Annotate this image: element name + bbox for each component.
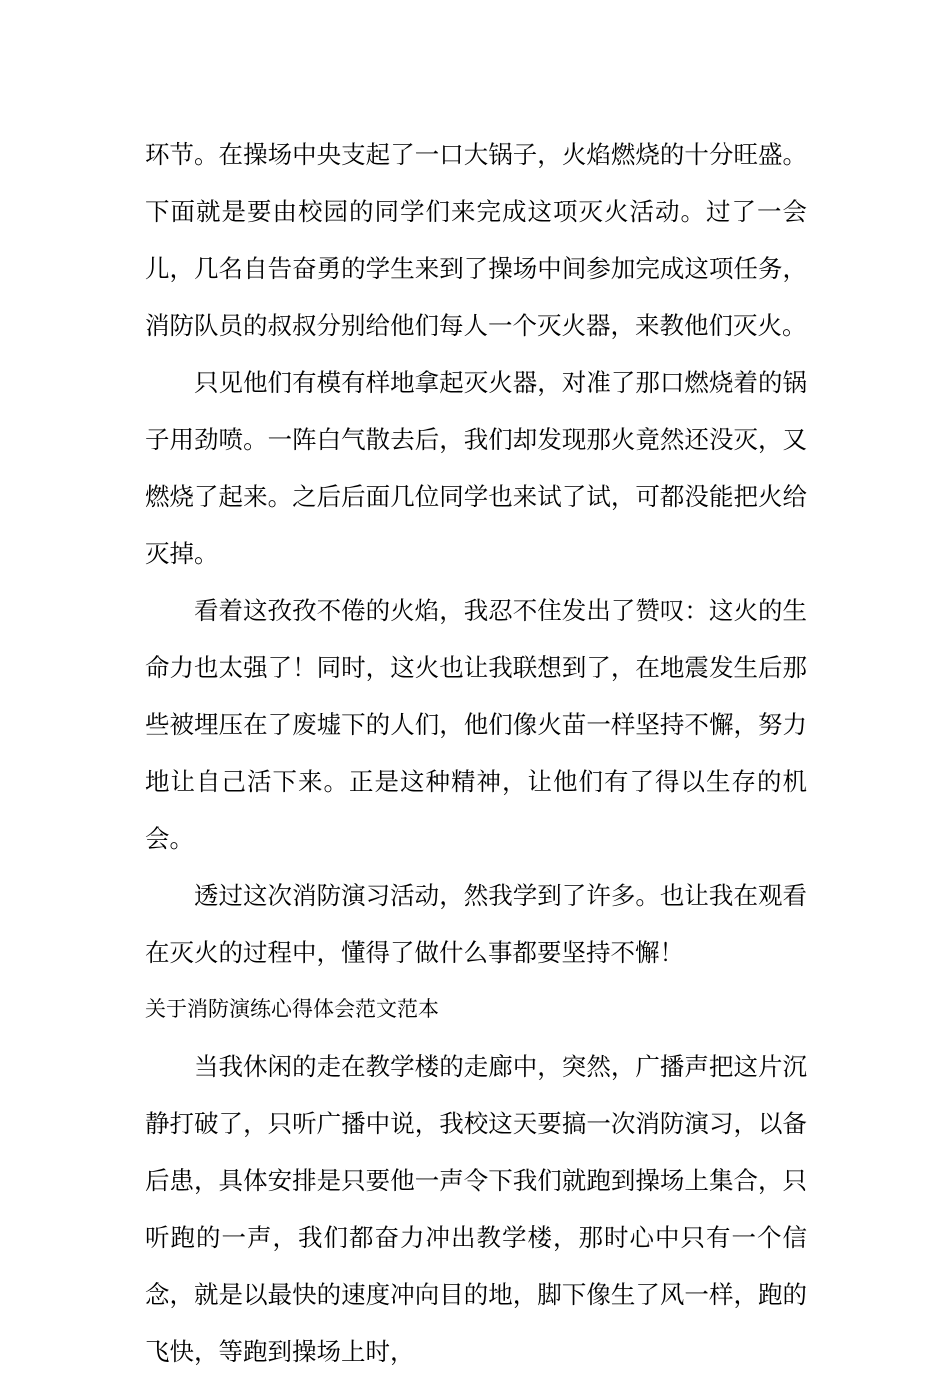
paragraph: 看着这孜孜不倦的火焰，我忍不住发出了赞叹：这火的生命力也太强了！同时，这火也让我联想到了，在地震发生后那些被埋压在了废墟下的人们，他们像火苗一样坚持不懈，努力地让自己活下来。正是这种精神，让他们有了得以生存的机会。 <box>145 596 807 853</box>
paragraph: 当我休闲的走在教学楼的走廊中，突然，广播声把这片沉静打破了，只听广播中说，我校这天要搞一次消防演习，以备后患，具体安排是只要他一声令下我们就跑到操场上集合，只听跑的一声，我们都奋力冲出教学楼，那时心中只有一个信念，就是以最快的速度冲向目的地，脚下像生了风一样，跑的飞快，等跑到操场上时， <box>145 1052 807 1366</box>
paragraph: 只见他们有模有样地拿起灭火器，对准了那口燃烧着的锅子用劲喷。一阵白气散去后，我们却发现那火竟然还没灭，又燃烧了起来。之后后面几位同学也来试了试，可都没能把火给灭掉。 <box>145 368 807 568</box>
section-title: 关于消防演练心得体会范文范本 <box>145 997 439 1021</box>
document-body <box>145 126 807 1380</box>
paragraph-continued: 环节。在操场中央支起了一口大锅子，火焰燃烧的十分旺盛。下面就是要由校园的同学们来完成这项灭火活动。过了一会儿，几名自告奋勇的学生来到了操场中间参加完成这项任务，消防队员的叔叔分别给他们每人一个灭火器，来教他们灭火。 <box>145 140 807 340</box>
paragraph: 透过这次消防演习活动，然我学到了许多。也让我在观看在灭火的过程中，懂得了做什么事都要坚持不懈！ <box>145 881 807 967</box>
